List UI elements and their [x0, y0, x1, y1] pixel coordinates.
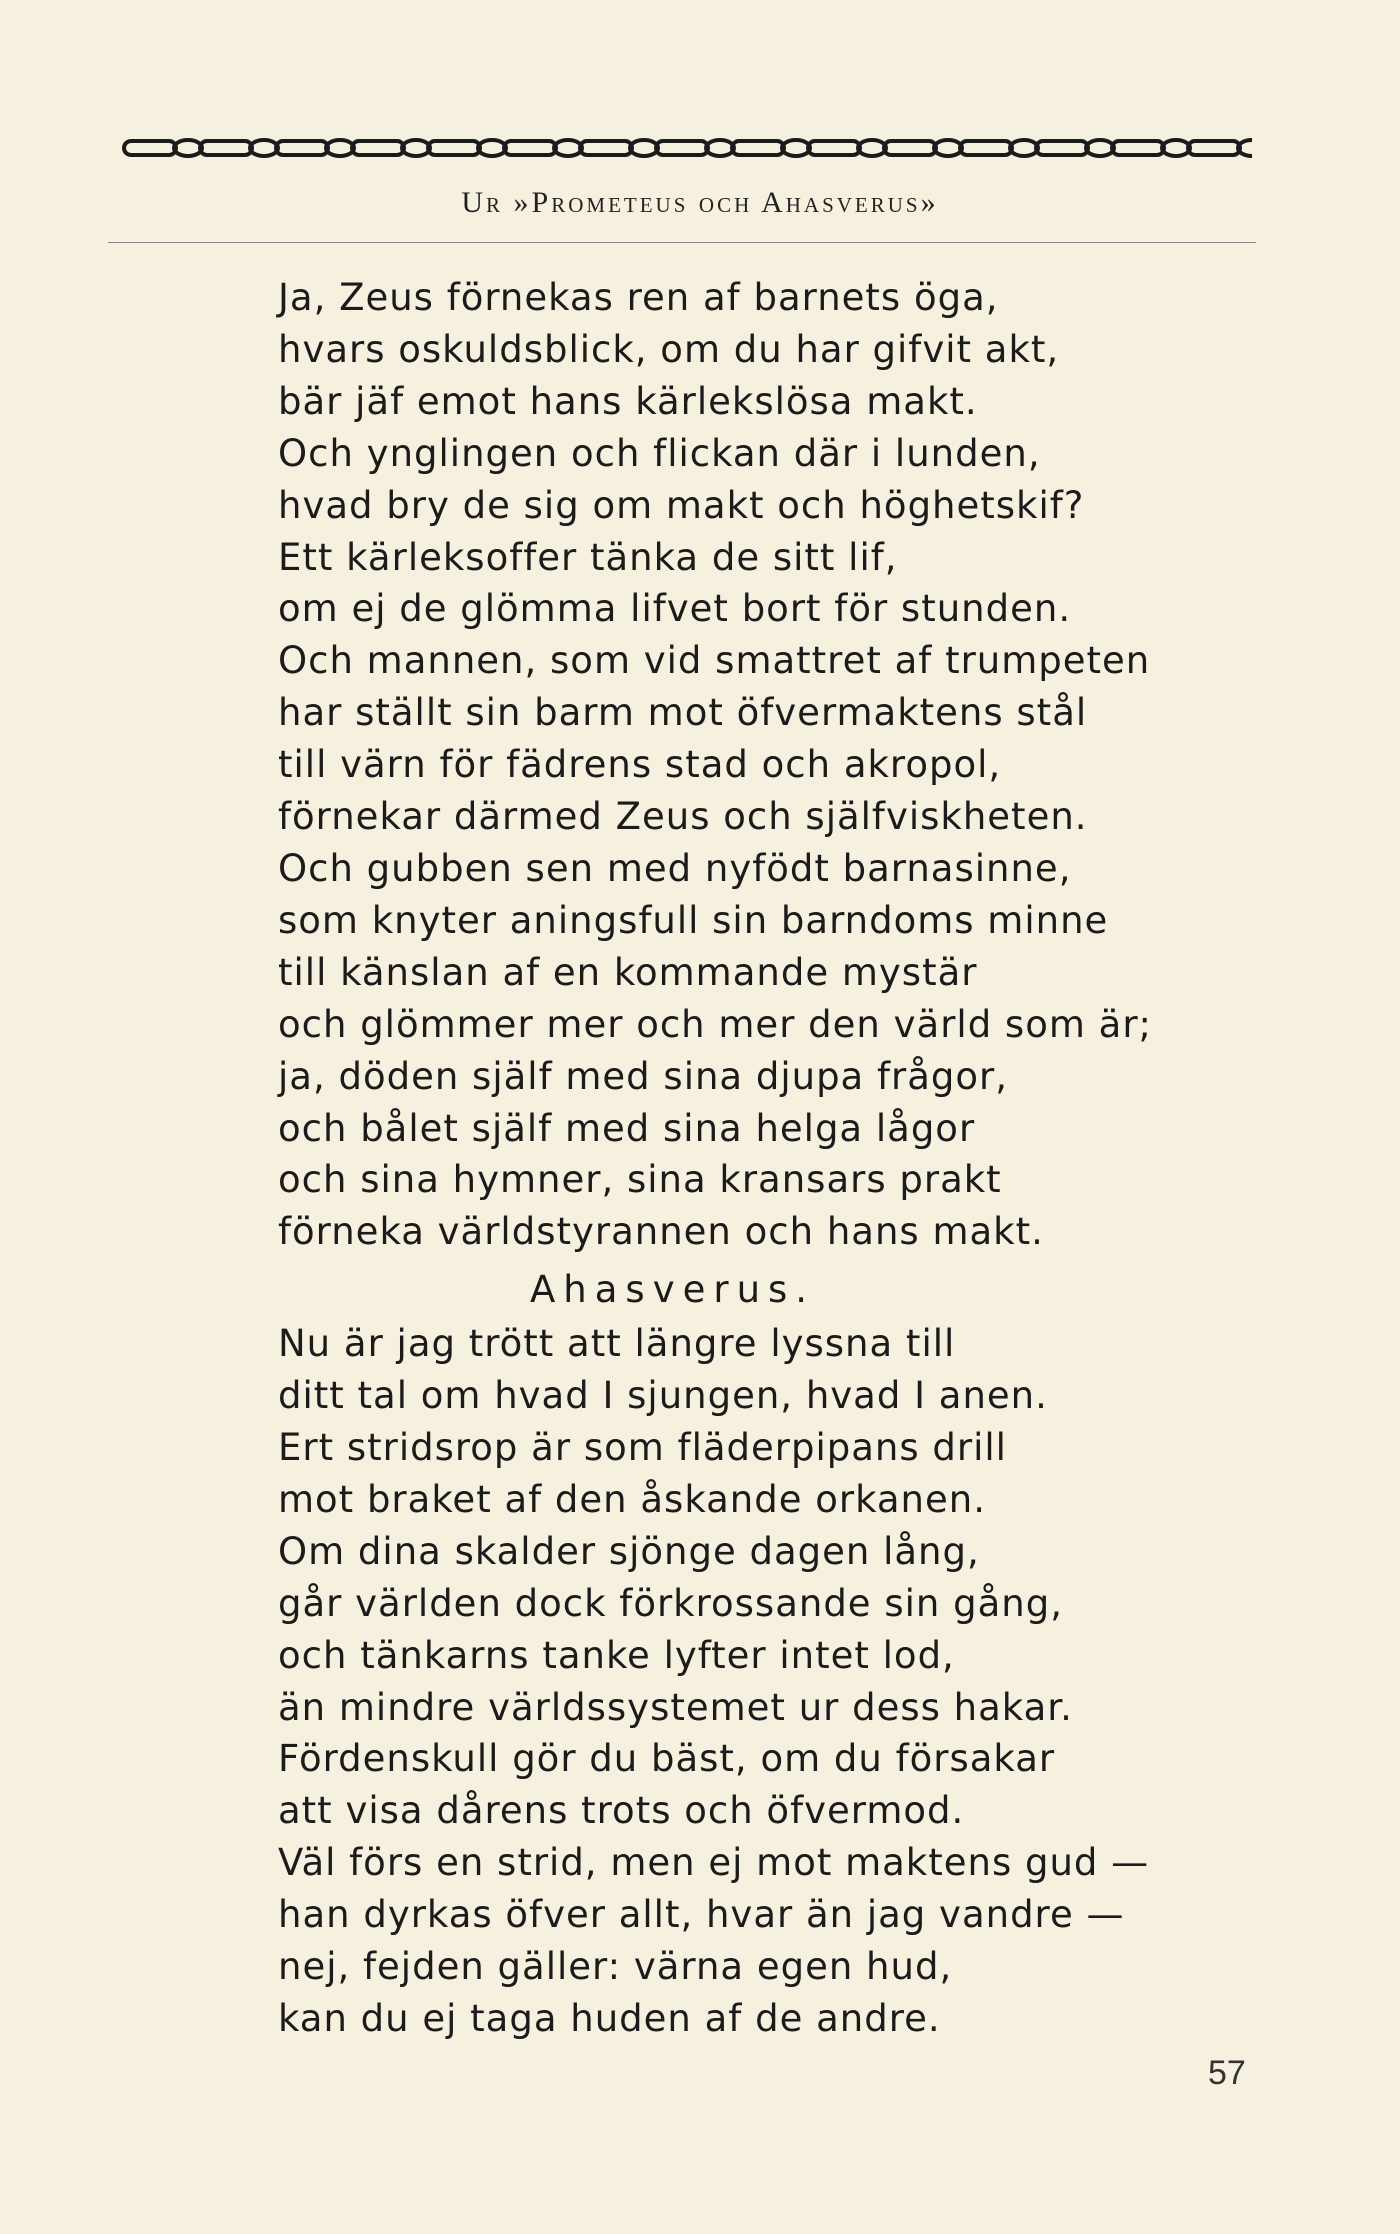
verse-line: och bålet själf med sina helga lågor [278, 1106, 976, 1150]
verse-line: än mindre världssystemet ur dess hakar. [278, 1685, 1073, 1729]
verse-line: Ert stridsrop är som fläderpipans drill [278, 1426, 1007, 1470]
verse-line: Och ynglingen och flickan där i lunden, [278, 431, 1041, 475]
chain-ring [706, 140, 734, 156]
verse-line: bär jäf emot hans kärlekslösa makt. [278, 379, 978, 423]
verse-line: Om dina skalder sjönge dagen lång, [278, 1529, 980, 1573]
running-head: Ur »Prometeus och Ahasverus» [461, 186, 939, 219]
chain-ring [554, 140, 582, 156]
stanza-2 [278, 1318, 1198, 2045]
chain-link [960, 141, 1012, 155]
verse-line: han dyrkas öfver allt, hvar än jag vandre — [278, 1893, 1125, 1937]
verse-line: Väl förs en strid, men ej mot maktens gud — [278, 1841, 1150, 1885]
verse-line: går världen dock förkrossande sin gång, [278, 1581, 1063, 1625]
chain-link [124, 141, 176, 155]
chain-link [428, 141, 480, 155]
chain-ring [326, 140, 354, 156]
verse-line: ditt tal om hvad I sjungen, hvad I anen. [278, 1374, 1048, 1418]
poem-text [278, 272, 1198, 2045]
verse-line: Och gubben sen med nyfödt barnasinne, [278, 846, 1072, 890]
chain-ring [174, 140, 202, 156]
chain-ring [1086, 140, 1114, 156]
verse-line: nej, fejden gäller: värna egen hud, [278, 1945, 953, 1989]
chain-link [884, 141, 936, 155]
chain-ring [630, 140, 658, 156]
verse-line: har ställt sin barm mot öfvermaktens stål [278, 691, 1088, 735]
verse-line: Fördenskull gör du bäst, om du försakar [278, 1737, 1056, 1781]
verse-line: och glömmer mer och mer den värld som är; [278, 1002, 1153, 1046]
chain-link [1188, 141, 1240, 155]
chain-ring [1162, 140, 1190, 156]
verse-line: och tänkarns tanke lyfter intet lod, [278, 1633, 955, 1677]
chain-link [504, 141, 556, 155]
chain-ring [478, 140, 506, 156]
verse-line: hvad bry de sig om makt och höghetskif? [278, 483, 1085, 527]
chain-ring [934, 140, 962, 156]
chain-link [1036, 141, 1088, 155]
chain-link [1112, 141, 1164, 155]
verse-line: som knyter aningsfull sin barndoms minne [278, 898, 1109, 942]
chain-link [656, 141, 708, 155]
verse-line: Nu är jag trött att längre lyssna till [278, 1322, 956, 1366]
chain-link [276, 141, 328, 155]
chain-link [352, 141, 404, 155]
verse-line: Och mannen, som vid smattret af trumpeten [278, 639, 1151, 683]
chain-link [732, 141, 784, 155]
verse-line: hvars oskuldsblick, om du har gifvit akt, [278, 327, 1060, 371]
verse-line: Ett kärleksoffer tänka de sitt lif, [278, 535, 898, 579]
chain-ring [858, 140, 886, 156]
stanza-1 [278, 272, 1198, 1258]
chain-link [580, 141, 632, 155]
chain-ring [402, 140, 430, 156]
verse-line: till känslan af en kommande mystär [278, 950, 978, 994]
chain-link [808, 141, 860, 155]
verse-line: kan du ej taga huden af de andre. [278, 1997, 941, 2040]
verse-line: mot braket af den åskande orkanen. [278, 1477, 986, 1521]
chain-link [200, 141, 252, 155]
verse-line: förneka världstyrannen och hans makt. [278, 1210, 1044, 1254]
header-rule [108, 242, 1256, 243]
chain-ring [250, 140, 278, 156]
verse-line: ja, döden själf med sina djupa frågor, [278, 1054, 1008, 1098]
page-number: 57 [1208, 2054, 1246, 2092]
verse-line: och sina hymner, sina kransars prakt [278, 1158, 1002, 1202]
verse-line: till värn för fädrens stad och akropol, [278, 743, 1002, 787]
chain-ring [782, 140, 810, 156]
speaker-name: Ahasverus. [530, 1268, 816, 1312]
verse-line: att visa dårens trots och öfvermod. [278, 1789, 965, 1833]
verse-line: om ej de glömma lifvet bort för stunden. [278, 587, 1072, 631]
verse-line: Ja, Zeus förnekas ren af barnets öga, [278, 276, 999, 319]
chain-ornament [112, 136, 1252, 160]
verse-line: förnekar därmed Zeus och själfviskheten. [278, 795, 1088, 839]
chain-ring [1010, 140, 1038, 156]
